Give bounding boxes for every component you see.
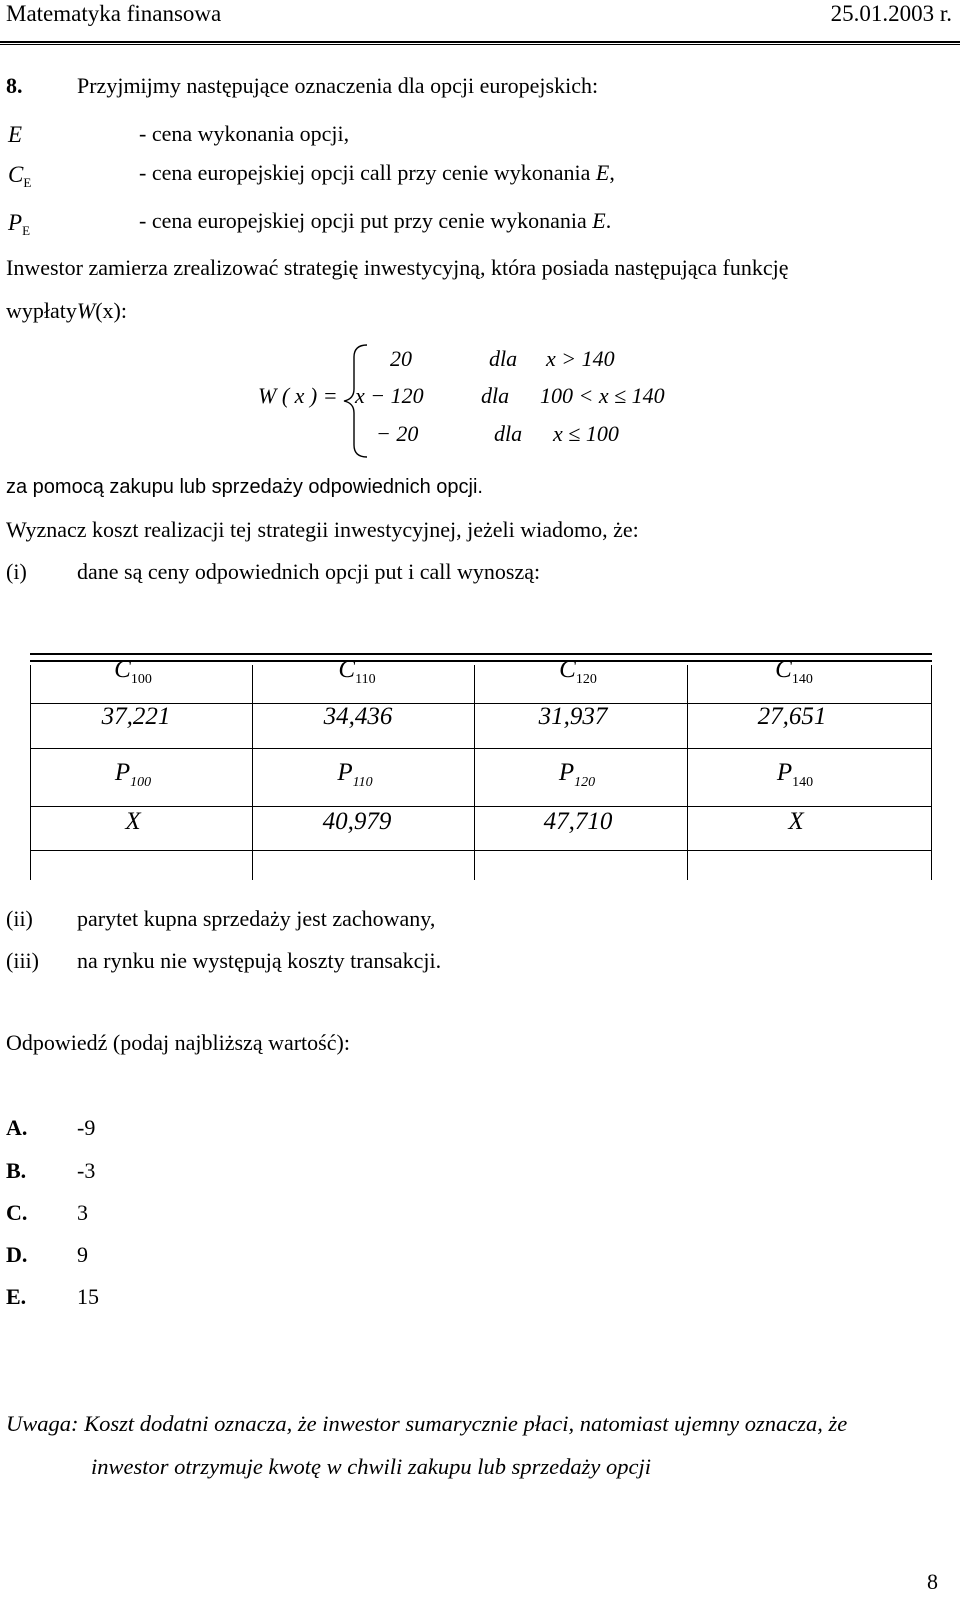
statement-line-4: Wyznacz koszt realizacji tej strategii inwestycyjnej, jeżeli wiadomo, że: [6,517,639,542]
answer-value-a: -9 [77,1115,96,1140]
formula-case-1-cond: x > 140 [546,346,615,371]
formula-case-1-word: dla [489,346,518,371]
answer-letter-e: E. [6,1284,27,1309]
table-header-p140: $P_{140}$ [776,759,814,790]
statement-line-3: za pomocą zakupu lub sprzedaży odpowiednich opcji. [6,476,483,498]
statement-line-1: Inwestor zamierza zrealizować strategię inwestycyjną, która posiada następująca funkcję [6,255,789,280]
table-cell-p110: 40,979 [322,808,392,835]
answer-value-d: 9 [77,1242,88,1267]
notation-symbol-ce: $C_E$ [8,162,32,190]
table-cell-p100: X [125,808,141,835]
problem-intro: Przyjmijmy następujące oznaczenia dla opcji europejskich: [77,73,599,98]
table-header-p110: $P_{110}$ [337,759,373,790]
page-number: 8 [927,1569,938,1594]
header-rule [0,41,960,45]
formula-case-3-value: − 20 [376,421,419,446]
formula-lhs: W ( x ) = [258,383,338,408]
notation-desc-pe: - cena europejskiej opcji put przy cenie wykonania E. [139,208,612,233]
answer-prompt: Odpowiedź (podaj najbliższą wartość): [6,1030,350,1055]
table-header-p100: $P_{100}$ [114,759,152,790]
table-column-divider [931,665,932,880]
table-column-divider [687,665,688,880]
problem-number: 8. [6,73,23,98]
note-line-1: Uwaga: Koszt dodatni oznacza, że inwestor sumarycznie płaci, natomiast ujemny oznacza, że [6,1411,848,1436]
table-row-divider [30,806,932,807]
table-top-rule [30,653,932,655]
condition-text-ii: parytet kupna sprzedaży jest zachowany, [77,906,436,931]
formula-case-3-word: dla [494,421,523,446]
header-date: 25.01.2003 r. [830,1,952,26]
formula-case-2-value: x − 120 [355,383,424,408]
statement-line-2: wypłatyW(x): [6,298,127,323]
table-column-divider [252,665,253,880]
table-cell-c100: 37,221 [101,703,171,730]
condition-label-ii: (ii) [6,906,33,931]
notation-symbol-pe: $P_E$ [8,210,31,238]
table-column-divider [30,665,31,880]
formula-case-2-word: dla [481,383,510,408]
condition-label-i: (i) [6,559,27,584]
condition-text-iii: na rynku nie występują koszty transakcji. [77,948,442,973]
table-row-divider [30,850,932,851]
table-cell-p140: X [788,808,804,835]
answer-letter-c: C. [6,1200,28,1225]
table-cell-c110: 34,436 [323,703,393,730]
header-title: Matematyka finansowa [6,1,222,26]
notation-desc-ce: - cena europejskiej opcji call przy cenie wykonania E, [139,160,615,185]
table-cell-p120: 47,710 [543,808,613,835]
table-cell-c140: 27,651 [757,703,827,730]
answer-value-c: 3 [77,1200,88,1225]
options-price-table [30,653,932,880]
condition-label-iii: (iii) [6,948,39,973]
answer-letter-b: B. [6,1158,27,1183]
answer-letter-a: A. [6,1115,28,1140]
table-row-divider [30,748,932,749]
answer-letter-d: D. [6,1242,28,1267]
note-line-2: inwestor otrzymuje kwotę w chwili zakupu lub sprzedaży opcji [91,1454,651,1479]
table-header-c140: $C_{140}$ [775,656,813,687]
table-cell-c120: 31,937 [538,703,608,730]
notation-symbol-e: E [8,122,23,147]
notation-desc-e: - cena wykonania opcji, [139,121,350,146]
table-header-c100: $C_{100}$ [114,656,152,687]
formula-case-3-cond: x ≤ 100 [553,421,619,446]
table-header-c120: $C_{120}$ [559,656,597,687]
formula-case-1-value: 20 [390,346,412,371]
answer-value-e: 15 [77,1284,99,1309]
answer-value-b: -3 [77,1158,96,1183]
table-header-p120: $P_{120}$ [558,759,596,790]
table-column-divider [474,665,475,880]
condition-text-i: dane są ceny odpowiednich opcji put i call wynoszą: [77,559,541,584]
formula-case-2-cond: 100 < x ≤ 140 [540,383,665,408]
table-header-c110: $C_{110}$ [338,656,376,687]
